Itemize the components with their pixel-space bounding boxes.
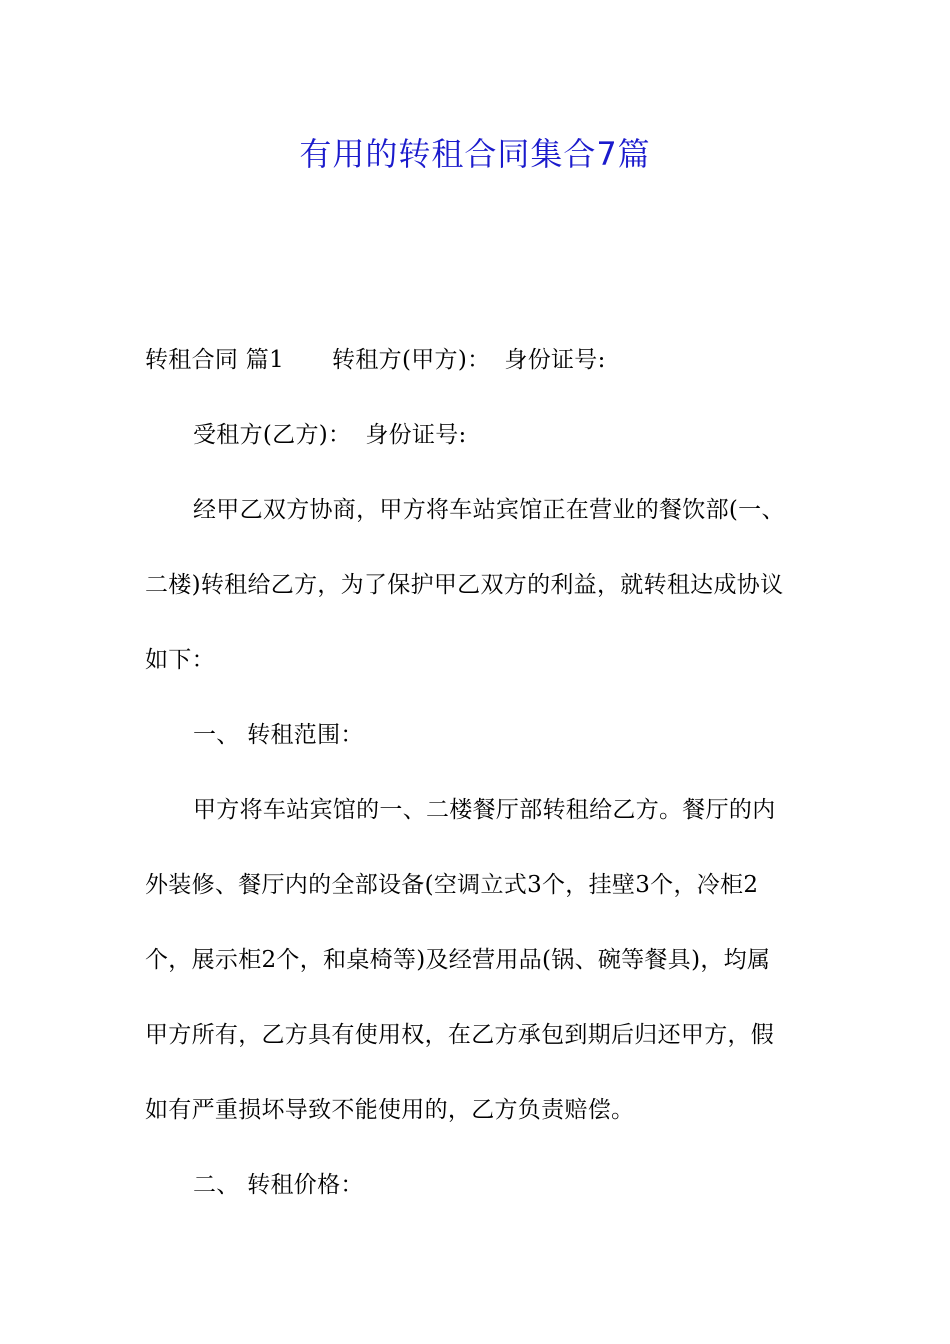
paragraph-line: 甲方所有，乙方具有使用权，在乙方承包到期后归还甲方，假 [145, 1022, 775, 1048]
paragraph-line: 如有严重损坏导致不能使用的，乙方负责赔偿。 [145, 1097, 635, 1123]
header-line [145, 345, 606, 375]
lessee-label: 受租方(乙方)： [193, 422, 352, 448]
section-heading: 一、 转租范围： [193, 722, 364, 748]
paragraph-line: 二楼)转租给乙方，为了保护甲乙双方的利益，就转租达成协议 [145, 572, 784, 598]
section-label: 转租合同 篇1 [145, 347, 285, 373]
paragraph-line: 经甲乙双方协商，甲方将车站宾馆正在营业的餐饮部(一、 [193, 497, 785, 523]
paragraph-line: 如下： [145, 647, 215, 673]
section-heading: 二、 转租价格： [193, 1172, 364, 1198]
paragraph-line: 甲方将车站宾馆的一、二楼餐厅部转租给乙方。餐厅的内 [193, 797, 776, 823]
lessor-label: 转租方(甲方)： [332, 347, 491, 373]
document-title: 有用的转租合同集合7篇 [299, 135, 651, 173]
lessor-id-label: 身份证号: [504, 347, 606, 373]
paragraph-line: 个，展示柜2个，和桌椅等)及经营用品(锅、碗等餐具)，均属 [145, 947, 771, 973]
paragraph-line: 外装修、餐厅内的全部设备(空调立式3个，挂壁3个，冷柜2 [145, 872, 759, 898]
lessee-line [193, 420, 467, 450]
lessee-id-label: 身份证号: [365, 422, 467, 448]
